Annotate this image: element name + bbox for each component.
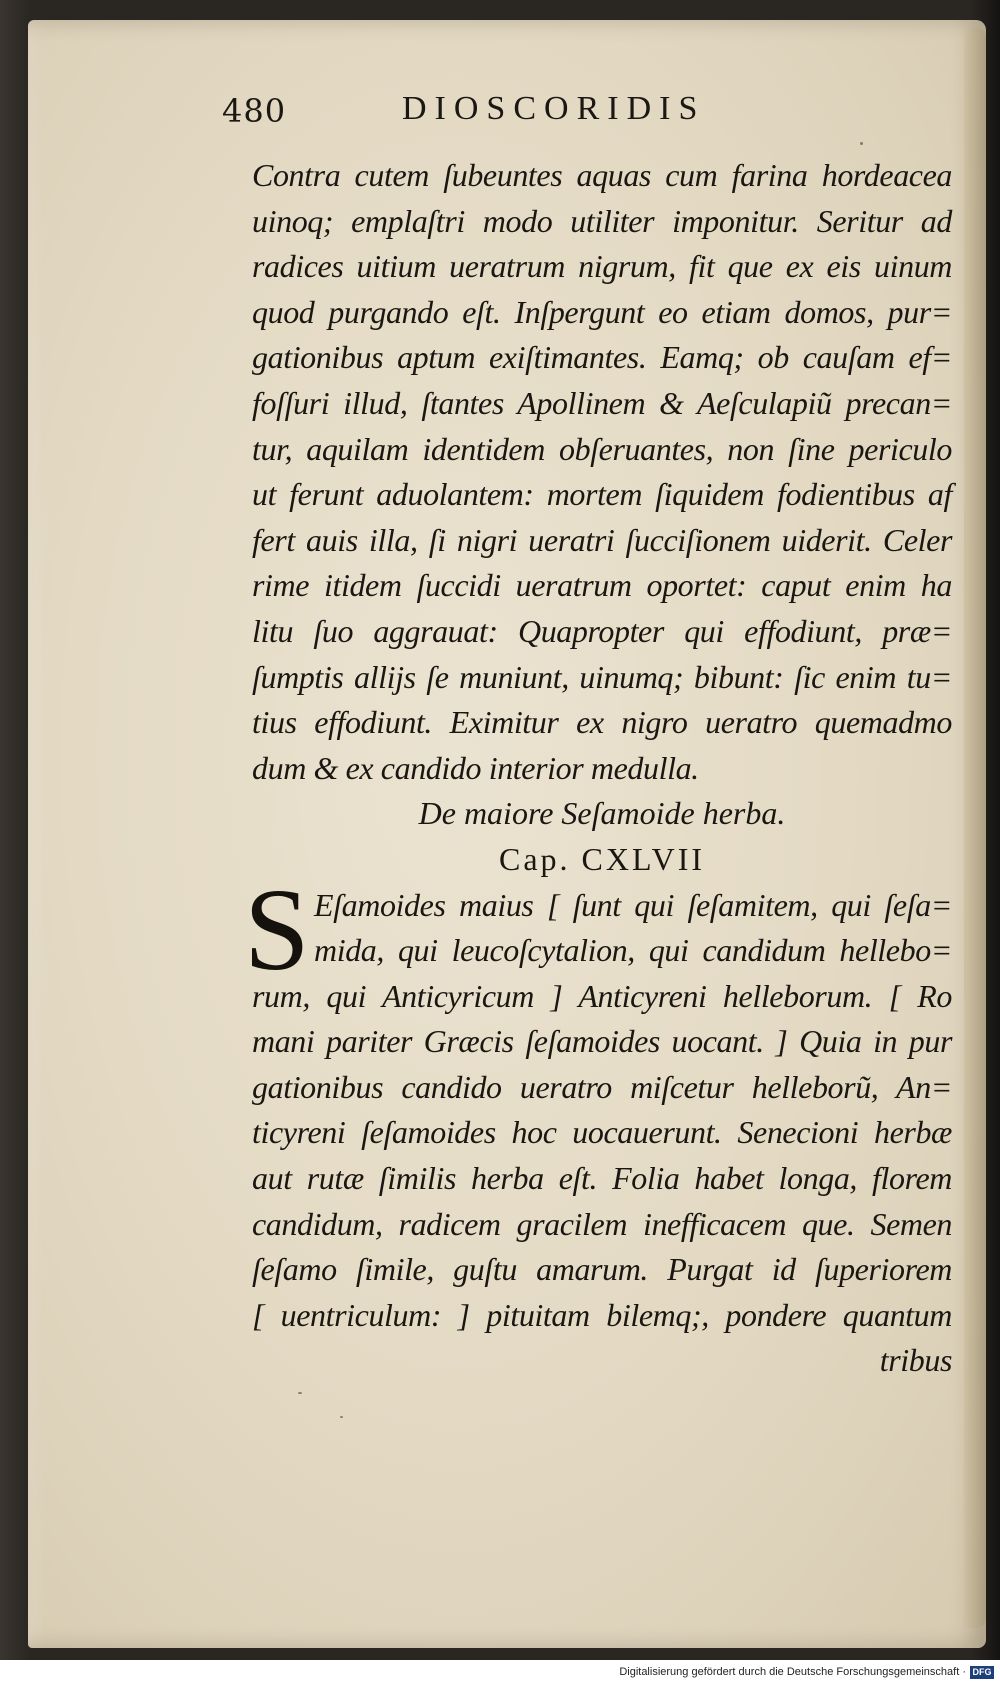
text-line: foſſuri illud, ſtantes Apollinem & Aeſculapiũ precan= <box>252 384 952 421</box>
text-line: ſumptis allijs ſe muniunt, uinumq; bibunt: ſic enim tu= <box>252 658 952 695</box>
text-line: tur, aquilam identidem obſeruantes, non ſine periculo <box>252 430 952 467</box>
text-line: ſeſamo ſimile, guſtu amarum. Purgat id ſuperiorem <box>252 1251 952 1288</box>
ink-speck <box>860 142 863 145</box>
digitization-footer <box>0 1660 1000 1687</box>
paragraph-2 <box>244 863 952 1385</box>
text-line: ut ferunt aduolantem: mortem ſiquidem fodientibus af <box>252 476 952 513</box>
dfg-logo-icon: DFG <box>970 1666 994 1679</box>
text-line: rum, qui Anticyricum ] Anticyreni helleborum. [ Ro <box>252 977 952 1014</box>
text-line: Contra cutem ſubeuntes aquas cum farina hordeacea <box>252 157 952 193</box>
text-block <box>244 153 952 1384</box>
section-title: De maiore Seſamoide herba. <box>418 795 786 832</box>
text-line: quod purgando eſt. Inſpergunt eo etiam domos, pur= <box>252 293 952 330</box>
ink-speck <box>298 1392 302 1394</box>
text-line: uinoq; emplaſtri modo utiliter imponitur. Seritur ad <box>252 202 952 239</box>
text-line: ticyreni ſeſamoides hoc uocauerunt. Senecioni herbæ <box>252 1114 952 1151</box>
text-line: mida, qui leucoſcytalion, qui candidum hellebo= <box>314 932 952 969</box>
text-line: [ uentriculum: ] pituitam bilemq;, pondere quantum <box>252 1296 952 1333</box>
page-edge <box>964 28 986 1628</box>
drop-cap: S <box>244 863 310 995</box>
text-line: gationibus candido ueratro miſcetur helleborũ, An= <box>252 1068 952 1105</box>
text-line: radices uitium ueratrum nigrum, fit que ex eis uinum <box>252 248 952 285</box>
ink-speck <box>340 1416 343 1418</box>
text-line: mani pariter Græcis ſeſamoides uocant. ] Quia in pur <box>252 1023 952 1060</box>
footer-credit: Digitalisierung gefördert durch die Deutsche Forschungsgemeinschaft · <box>619 1666 966 1678</box>
text-line: candidum, radicem gracilem inefficacem que. Semen <box>252 1205 952 1242</box>
text-line: tius effodiunt. Eximitur ex nigro ueratro quemadmo <box>252 704 952 741</box>
page-header <box>222 86 782 146</box>
chapter-label: Cap. CXLVII <box>498 840 706 877</box>
text-line: fert auis illa, ſi nigri ueratri ſucciſionem uiderit. Celer <box>252 521 952 558</box>
text-line: rime itidem ſuccidi ueratrum oportet: caput enim ha <box>252 567 952 604</box>
text-line: Eſamoides maius [ ſunt qui ſeſamitem, qui ſeſa= <box>314 886 952 923</box>
text-line: litu ſuo aggrauat: Quapropter qui effodiunt, præ= <box>252 612 952 649</box>
running-head: DIOSCORIDIS <box>402 90 706 127</box>
text-line: gationibus aptum exiſtimantes. Eamq; ob cauſam ef= <box>252 339 952 376</box>
text-line: dum & ex candido interior medulla. <box>252 749 699 786</box>
catchword: tribus <box>879 1342 952 1379</box>
page-number: 480 <box>222 92 287 130</box>
text-line: aut rutæ ſimilis herba eſt. Folia habet longa, florem <box>252 1160 952 1197</box>
paragraph-1 <box>252 153 952 791</box>
